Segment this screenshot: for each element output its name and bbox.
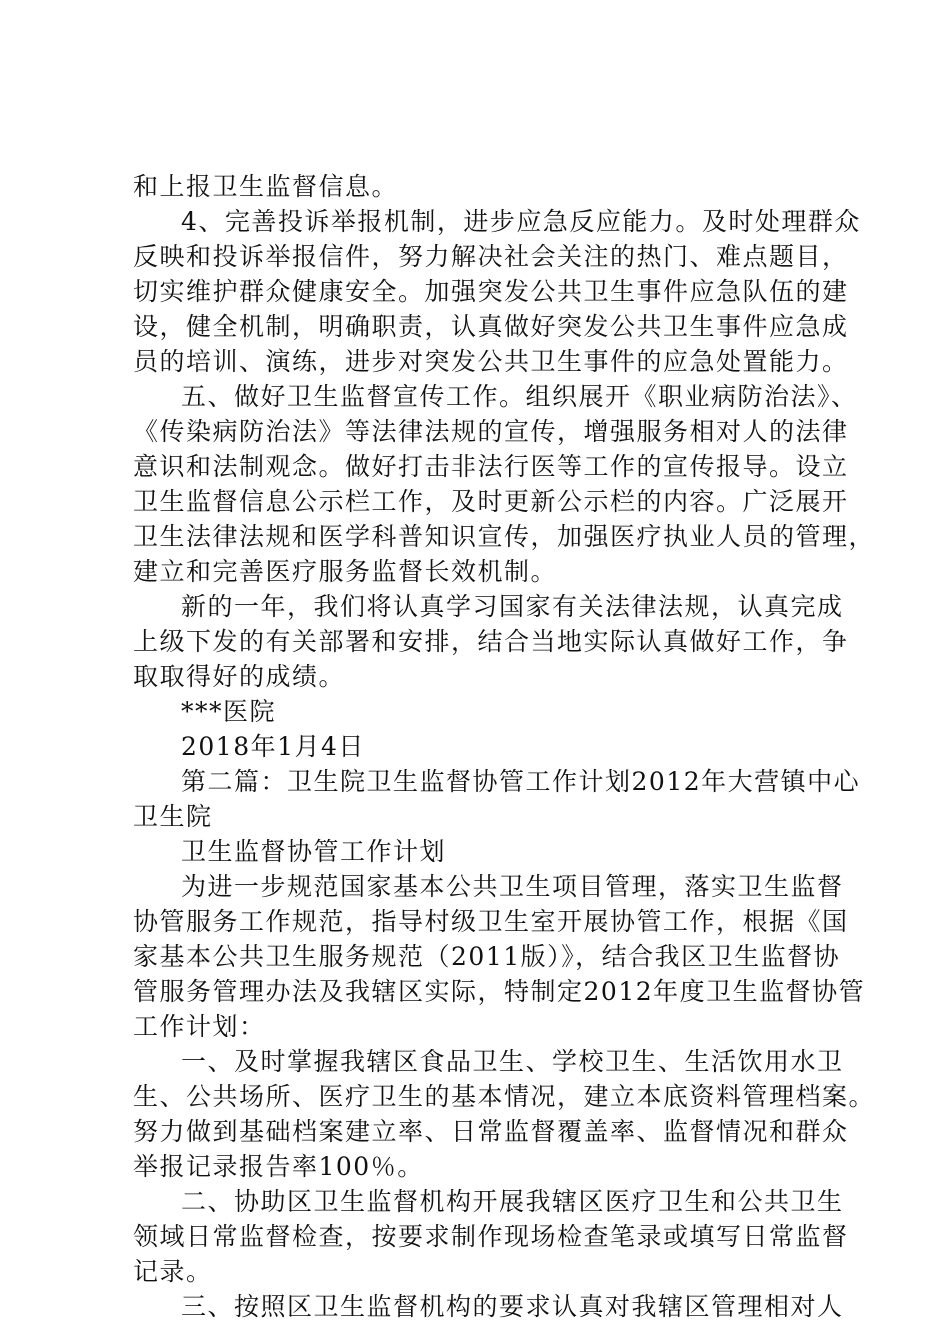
signature-org: ***医院 [181, 697, 277, 726]
text-line: 4、完善投诉举报机制，进步应急反应能力。及时处理群众 [181, 207, 861, 236]
text-line: 协管服务工作规范，指导村级卫生室开展协管工作，根据《国 [133, 907, 849, 936]
text-line: 反映和投诉举报信件，努力解决社会关注的热门、难点题目， [133, 242, 849, 271]
text-line: 为进一步规范国家基本公共卫生项目管理，落实卫生监督 [181, 872, 844, 901]
text-line: 管服务管理办法及我辖区实际，特制定2012年度卫生监督协管 [133, 977, 866, 1006]
plan-title: 卫生监督协管工作计划 [181, 837, 447, 866]
text-line: 工作计划： [133, 1012, 266, 1041]
text-line: 一、及时掌握我辖区食品卫生、学校卫生、生活饮用水卫 [181, 1047, 844, 1076]
text-line: 努力做到基础档案建立率、日常监督覆盖率、监督情况和群众 [133, 1117, 849, 1146]
text-line: 卫生监督信息公示栏工作，及时更新公示栏的内容。广泛展开 [133, 487, 849, 516]
text-line: 设，健全机制，明确职责，认真做好突发公共卫生事件应急成 [133, 312, 849, 341]
text-line: 卫生法律法规和医学科普知识宣传，加强医疗执业人员的管理， [133, 522, 876, 551]
text-line: 《传染病防治法》等法律法规的宣传，增强服务相对人的法律 [133, 417, 849, 446]
signature-date: 2018年1月4日 [181, 732, 365, 761]
text-line: 上级下发的有关部署和安排，结合当地实际认真做好工作，争 [133, 627, 849, 656]
text-line: 家基本公共卫生服务规范（2011版）》，结合我区卫生监督协 [133, 942, 841, 971]
section-heading: 卫生院 [133, 802, 213, 831]
text-line: 二、协助区卫生监督机构开展我辖区医疗卫生和公共卫生 [181, 1187, 844, 1216]
text-line: 三、按照区卫生监督机构的要求认真对我辖区管理相对人 [181, 1292, 844, 1321]
text-line: 员的培训、演练，进步对突发公共卫生事件的应急处置能力。 [133, 347, 849, 376]
text-line: 领域日常监督检查，按要求制作现场检查笔录或填写日常监督 [133, 1222, 849, 1251]
text-line: 新的一年，我们将认真学习国家有关法律法规，认真完成 [181, 592, 844, 621]
text-line: 切实维护群众健康安全。加强突发公共卫生事件应急队伍的建 [133, 277, 849, 306]
text-line: 和上报卫生监督信息。 [133, 172, 399, 201]
text-line: 举报记录报告率100％。 [133, 1152, 424, 1181]
text-line: 记录。 [133, 1257, 213, 1286]
section-heading: 第二篇：卫生院卫生监督协管工作计划2012年大营镇中心 [181, 767, 861, 796]
text-line: 五、做好卫生监督宣传工作。组织展开《职业病防治法》、 [181, 382, 858, 411]
text-line: 生、公共场所、医疗卫生的基本情况，建立本底资料管理档案。 [133, 1082, 876, 1111]
text-line: 建立和完善医疗服务监督长效机制。 [133, 557, 558, 586]
text-line: 意识和法制观念。做好打击非法行医等工作的宣传报导。设立 [133, 452, 849, 481]
text-line: 取取得好的成绩。 [133, 662, 346, 691]
